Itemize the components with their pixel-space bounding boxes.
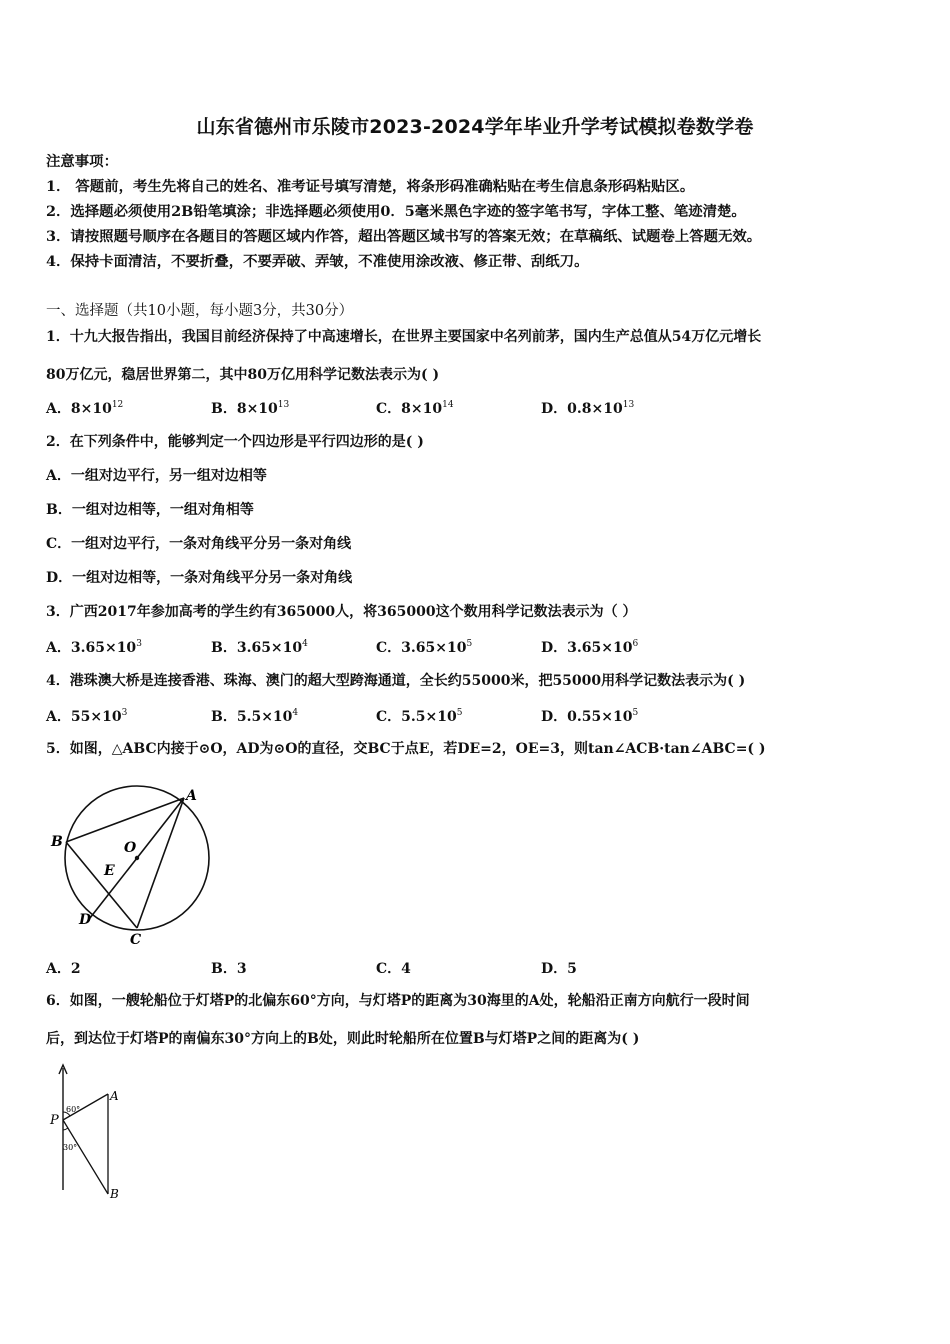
q5-circle-figure [46,780,216,948]
page-title: 山东省德州市乐陵市2023-2024学年毕业升学考试模拟卷数学卷 [196,116,754,138]
q3-option-a[interactable]: A．$3.65\times 10^3$ [46,639,142,656]
q1-stem-line2: 80万亿元，稳居世界第二，其中80万亿用科学记数法表示为( ) [46,367,440,383]
q2-option-d[interactable]: D．一组对边相等，一条对角线平分另一条对角线 [46,570,353,586]
label-a: A [186,788,197,804]
q4-stem: 4．港珠澳大桥是连接香港、珠海、澳门的超大型跨海通道，全长约55000米，把55000用科学记数法表示为( ) [46,673,746,689]
q5-option-c[interactable]: C．4 [376,961,411,977]
q2-option-c[interactable]: C．一组对边平行，一条对角线平分另一条对角线 [46,536,352,552]
q2-stem: 2．在下列条件中，能够判定一个四边形是平行四边形的是( ) [46,434,424,450]
q4-option-c[interactable]: C．$5.5\times 10^5$ [376,708,463,725]
label-e: E [104,863,115,879]
q3-option-c[interactable]: C．$3.65\times 10^5$ [376,639,473,656]
q3-options [46,637,946,655]
q2-option-a[interactable]: A．一组对边平行，另一组对边相等 [46,468,267,484]
q3-stem: 3．广西2017年参加高考的学生约有365000人，将365000这个数用科学记数法表示为（ ） [46,604,637,620]
q1-option-a[interactable]: A．$8\times 10^{12}$ [46,400,124,417]
q5-option-d[interactable]: D．5 [541,961,577,977]
q5-option-b[interactable]: B．3 [211,961,247,977]
segment-pb [63,1120,108,1194]
angle-label-30: 30° [63,1143,78,1152]
label-a: A [110,1089,119,1103]
q6-stem-line2: 后，到达位于灯塔P的南偏东30°方向上的B处，则此时轮船所在位置B与灯塔P之间的距离为( ) [46,1031,640,1047]
angle-arc-30 [63,1128,68,1130]
label-d: D [79,912,92,928]
q5-option-a[interactable]: A．2 [46,961,81,977]
q1-option-b[interactable]: B．$8\times 10^{13}$ [211,400,290,417]
q5-stem: 5．如图，△ABC内接于⊙O，AD为⊙O的直径，交BC于点E，若DE=2，OE=3，则tan∠ACB·tan∠ABC=( ) [46,741,766,757]
center-point [135,856,139,860]
q6-lighthouse-figure [44,1062,134,1204]
label-p: P [50,1113,59,1128]
q3-option-d[interactable]: D．$3.65\times 10^6$ [541,639,639,656]
q4-option-b[interactable]: B．$5.5\times 10^4$ [211,708,299,725]
label-c: C [130,932,142,948]
q4-option-d[interactable]: D．$0.55\times 10^5$ [541,708,639,725]
notice-item-1: 1． 答题前，考生先将自己的姓名、准考证号填写清楚，将条形码准确粘贴在考生信息条形码粘贴区。 [46,178,695,195]
notice-item-2: 2．选择题必须使用2B铅笔填涂；非选择题必须使用0．5毫米黑色字迹的签字笔书写，字体工整、笔迹清楚。 [46,203,746,220]
q3-option-b[interactable]: B．$3.65\times 10^4$ [211,639,308,656]
notice-heading: 注意事项： [46,153,118,170]
q1-option-d[interactable]: D．$0.8\times 10^{13}$ [541,400,635,417]
angle-label-60: 60° [66,1105,81,1114]
q2-option-b[interactable]: B．一组对边相等，一组对角相等 [46,502,254,518]
label-b: B [51,834,63,850]
section-heading: 一、选择题（共10小题，每小题3分，共30分） [46,303,354,319]
notice-item-3: 3．请按照题号顺序在各题目的答题区域内作答，超出答题区域书写的答案无效；在草稿纸、试题卷上答题无效。 [46,228,762,245]
label-b: B [110,1187,119,1201]
notice-item-4: 4．保持卡面清洁，不要折叠，不要弄破、弄皱，不准使用涂改液、修正带、刮纸刀。 [46,253,589,270]
q1-options [46,398,946,416]
q4-option-a[interactable]: A．$55\times 10^3$ [46,708,128,725]
q4-options [46,706,946,724]
q6-stem-line1: 6．如图，一艘轮船位于灯塔P的北偏东60°方向，与灯塔P的距离为30海里的A处，轮船沿正南方向航行一段时间 [46,993,750,1009]
q1-stem-line1: 1．十九大报告指出，我国目前经济保持了中高速增长，在世界主要国家中名列前茅，国内生产总值从54万亿元增长 [46,329,762,345]
label-o: O [124,840,137,856]
q5-options [46,958,946,976]
q1-option-c[interactable]: C．$8\times 10^{14}$ [376,400,454,417]
chord-ac [137,798,184,928]
